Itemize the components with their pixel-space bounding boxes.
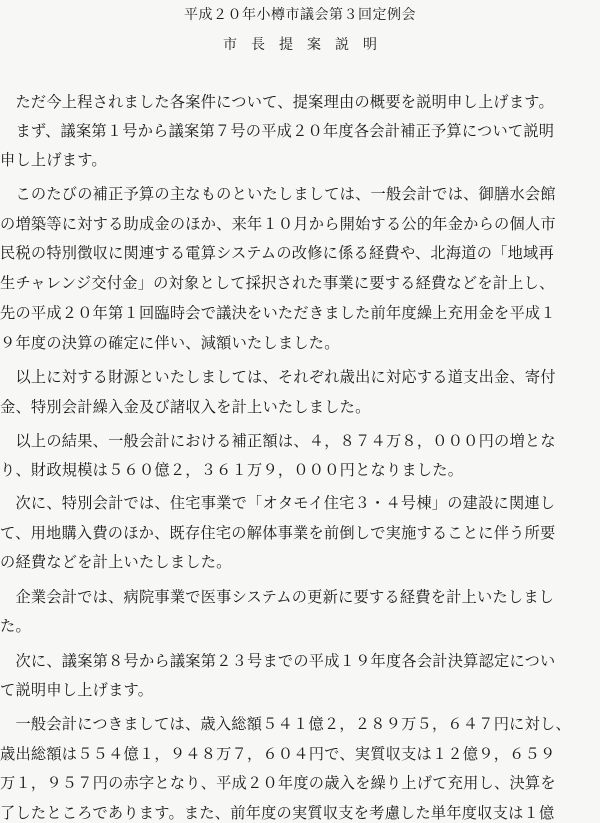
body-line: ９年度の決算の確定に伴い、減額いたしました。 bbox=[0, 334, 340, 352]
body-line: の増築等に対する助成金のほか、来年１０月から開始する公的年金からの個人市 bbox=[0, 215, 556, 233]
body-line: り、財政規模は５６０億２，３６１万９，０００円となりました。 bbox=[0, 461, 464, 479]
document-title: 市長提案説明 bbox=[223, 37, 391, 53]
body-line: このたびの補正予算の主なものといたしましては、一般会計では、御膳水会館 bbox=[0, 185, 556, 203]
body-line: 申し上げます。 bbox=[0, 151, 107, 169]
body-line: 民税の特別徴収に関連する電算システムの改修に係る経費や、北海道の「地域再 bbox=[0, 244, 554, 262]
body-line: の経費などを計上いたしました。 bbox=[0, 553, 232, 571]
body-line: て、用地購入費のほか、既存住宅の解体事業を前倒しで実施することに伴う所要 bbox=[0, 524, 556, 542]
body-line: まず、議案第１号から議案第７号の平成２０年度各会計補正予算について説明 bbox=[0, 122, 555, 140]
body-line: 金、特別会計繰入金及び諸収入を計上いたしました。 bbox=[0, 398, 371, 416]
body-line: 次に、議案第８号から議案第２３号までの平成１９年度各会計決算認定につい bbox=[0, 652, 556, 670]
body-line: 了したところであります。また、前年度の実質収支を考慮した単年度収支は１億 bbox=[0, 804, 555, 822]
body-line: 一般会計につきましては、歳入総額５４１億２，２８９万５，６４７円に対し、 bbox=[0, 715, 571, 733]
body-line: 歳出総額は５５４億１，９４８万７，６０４円で、実質収支は１２億９，６５９ bbox=[0, 745, 556, 763]
body-line: 以上の結果、一般会計における補正額は、４，８７４万８，０００円の増とな bbox=[0, 432, 556, 450]
body-line: 生チャレンジ交付金」の対象として採択された事業に要する経費などを計上し、 bbox=[0, 274, 555, 292]
body-line: 以上に対する財源といたしましては、それぞれ歳出に対応する道支出金、寄付 bbox=[0, 368, 556, 386]
body-line: 企業会計では、病院事業で医事システムの更新に要する経費を計上いたしまし bbox=[0, 588, 555, 606]
body-line: た。 bbox=[0, 617, 31, 635]
body-line: 次に、特別会計では、住宅事業で「オタモイ住宅３・４号棟」の建設に関連し bbox=[0, 494, 556, 512]
body-line: 先の平成２０年第１回臨時会で議決をいただきました前年度繰上充用金を平成１ bbox=[0, 304, 556, 322]
body-line: て説明申し上げます。 bbox=[0, 681, 154, 699]
session-title: 平成２０年小樽市議会第３回定例会 bbox=[184, 7, 416, 23]
body-line: 万１，９５７円の赤字となり、平成２０年度の歳入を繰り上げて充用し、決算を bbox=[0, 774, 556, 792]
body-line: ただ今上程されました各案件について、提案理由の概要を説明申し上げます。 bbox=[0, 93, 554, 111]
